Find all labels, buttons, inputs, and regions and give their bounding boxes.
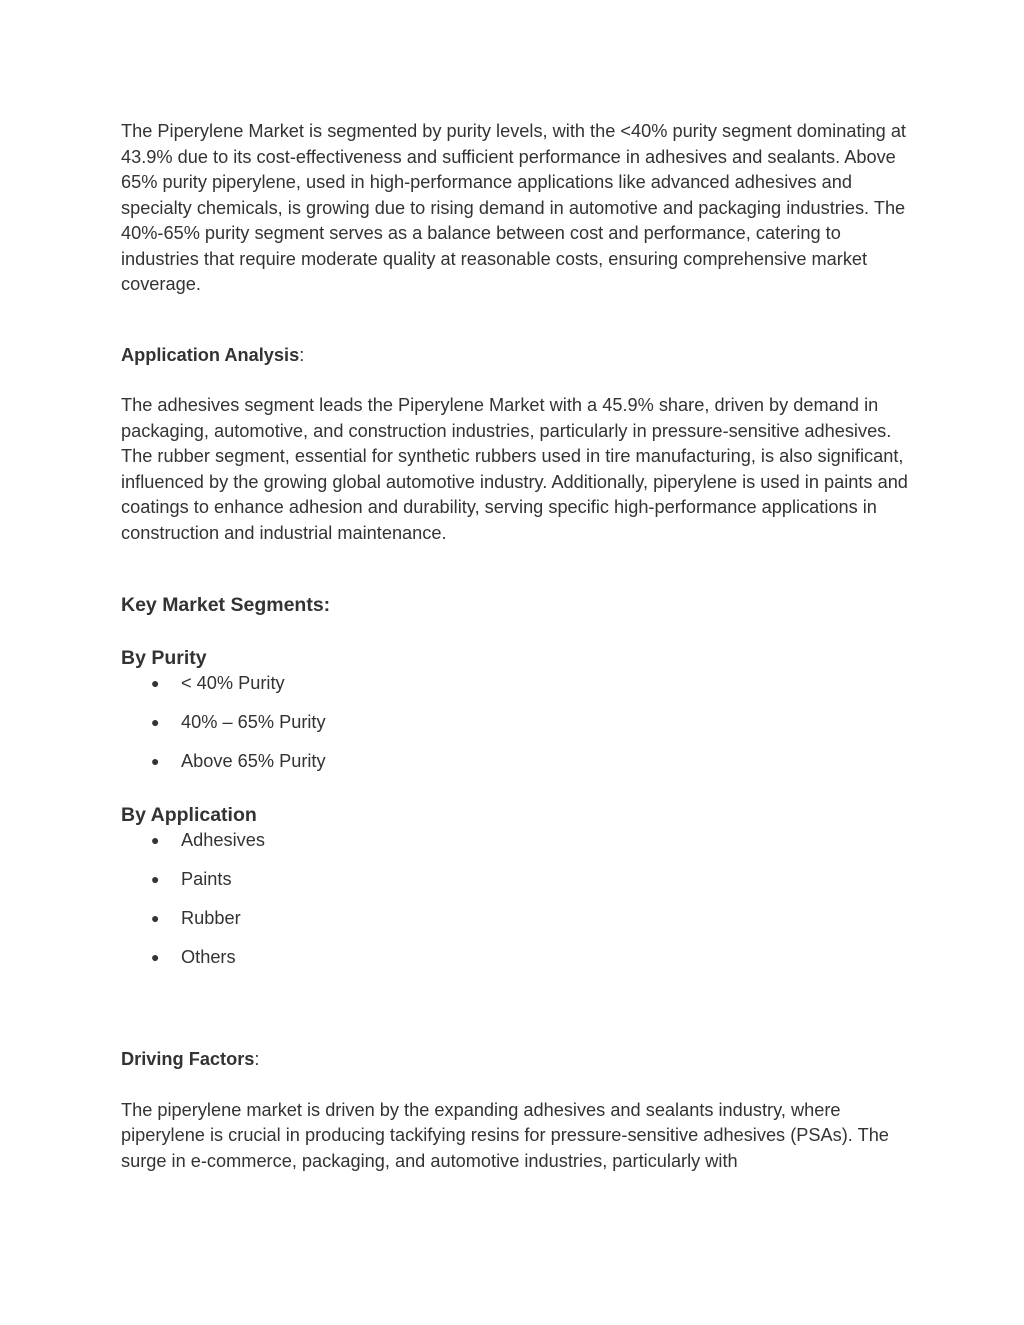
list-item-label: Paints bbox=[181, 869, 232, 889]
bullet-icon: ● bbox=[151, 949, 160, 965]
list-item-label: < 40% Purity bbox=[181, 673, 285, 693]
heading-colon: : bbox=[299, 344, 305, 365]
purity-intro-paragraph: The Piperylene Market is segmented by purity levels, with the <40% purity segment dominating at 43.9% due to its cost-effectiveness and sufficient performance in adhesives and sealants. Above 65% purity piperylene, used in high-performance applications like advanced adhesives and specialty chemicals, is growing due to rising demand in automotive and packaging industries. The 40%-65% purity segment serves as a balance between cost and performance, catering to industries that require moderate quality at reasonable costs, ensuring comprehensive market coverage. bbox=[121, 121, 906, 294]
list-item bbox=[121, 945, 911, 984]
bullet-icon: ● bbox=[151, 675, 160, 691]
bullet-icon: ● bbox=[151, 753, 160, 769]
heading-colon: : bbox=[254, 1049, 260, 1069]
application-analysis-heading-text: Application Analysis bbox=[121, 344, 300, 365]
document-page bbox=[121, 119, 911, 1174]
application-analysis-paragraph: The adhesives segment leads the Piperylene Market with a 45.9% share, driven by demand in packaging, automotive, and construction industries, particularly in pressure-sensitive adhesives. The rubber segment, essential for synthetic rubbers used in tire manufacturing, is also significant, influenced by the growing global automotive industry. Additionally, piperylene is used in paints and coatings to enhance adhesion and durability, serving specific high-performance applications in construction and industrial maintenance. bbox=[121, 395, 908, 543]
driving-factors-paragraph: The piperylene market is driven by the expanding adhesives and sealants industry, where piperylene is crucial in producing tackifying resins for pressure-sensitive adhesives (PSAs). The surge in e-commerce, packaging, and automotive industries, particularly with bbox=[121, 1099, 889, 1171]
list-item bbox=[121, 671, 911, 710]
list-item-label: Above 65% Purity bbox=[181, 751, 326, 771]
list-item bbox=[121, 710, 911, 749]
application-analysis-heading bbox=[121, 343, 911, 369]
list-item-label: 40% – 65% Purity bbox=[181, 712, 326, 732]
bullet-icon: ● bbox=[151, 871, 160, 887]
driving-factors-heading bbox=[121, 1047, 911, 1073]
purity-list bbox=[121, 671, 911, 788]
key-market-segments-heading: Key Market Segments: bbox=[121, 594, 331, 616]
list-item-label: Adhesives bbox=[181, 830, 265, 850]
bullet-icon: ● bbox=[151, 714, 160, 730]
bullet-icon: ● bbox=[151, 832, 160, 848]
list-item bbox=[121, 749, 911, 788]
driving-factors-heading-text: Driving Factors bbox=[121, 1049, 255, 1069]
by-purity-heading: By Purity bbox=[121, 647, 207, 669]
by-application-heading: By Application bbox=[121, 804, 257, 826]
list-item bbox=[121, 867, 911, 906]
application-list bbox=[121, 828, 911, 984]
list-item-label: Others bbox=[181, 947, 236, 967]
bullet-icon: ● bbox=[151, 910, 160, 926]
list-item-label: Rubber bbox=[181, 908, 241, 928]
list-item bbox=[121, 906, 911, 945]
list-item bbox=[121, 828, 911, 867]
